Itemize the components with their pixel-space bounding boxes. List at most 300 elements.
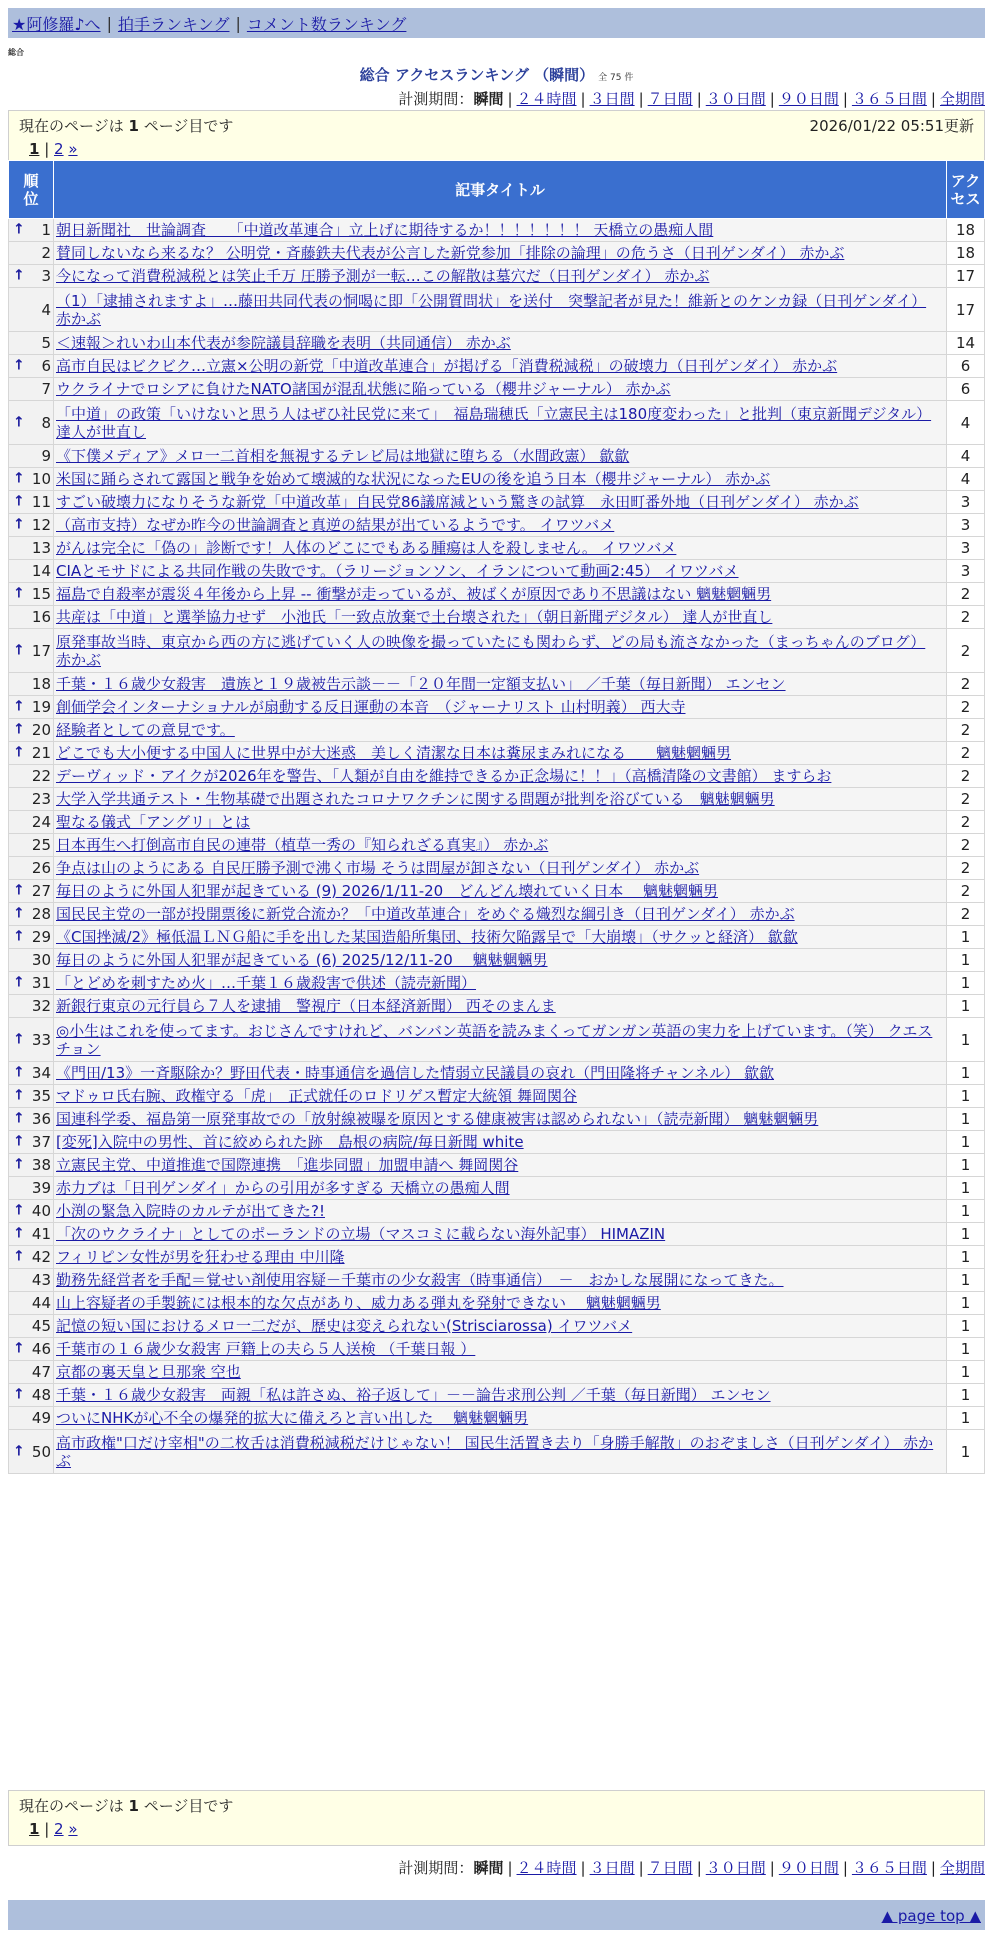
current-page-text [19, 115, 233, 136]
article-link[interactable]: デーヴィッド・アイクが2026年を警告、「人類が自由を維持できるか正念場に！！」（高橋清隆の文書館） ますらお [56, 767, 832, 785]
access-count: 1 [947, 1085, 985, 1108]
table-row [9, 1407, 985, 1430]
title-cell [54, 401, 947, 445]
article-link[interactable]: 朝日新聞社 世論調査 「中道改革連合」立上げに期待するか！！！！！！！ 天橋立の愚痴人間 [56, 221, 714, 239]
rank-number: 48 [31, 1386, 51, 1404]
article-link[interactable]: がんは完全に「偽の」診断です！人体のどこにでもある腫瘍は人を殺しません。 イワツバメ [56, 539, 677, 557]
access-count: 1 [947, 1018, 985, 1062]
period-link-2[interactable]: ７日間 [647, 1859, 693, 1877]
access-count: 18 [947, 219, 985, 242]
access-count: 2 [947, 719, 985, 742]
pager-bottom [8, 1790, 985, 1846]
nav-separator: | [235, 13, 241, 33]
access-count: 3 [947, 491, 985, 514]
rank-cell [9, 696, 54, 719]
access-count: 18 [947, 242, 985, 265]
clap-ranking-link[interactable]: 拍手ランキング [117, 14, 230, 34]
table-row [9, 332, 985, 355]
period-link-5[interactable]: ３６５日間 [851, 90, 927, 108]
table-row [9, 1223, 985, 1246]
rank-cell [9, 949, 54, 972]
rank-cell [9, 1108, 54, 1131]
title-cell [54, 811, 947, 834]
title-cell [54, 332, 947, 355]
rank-cell [9, 857, 54, 880]
table-row [9, 719, 985, 742]
rank-cell [9, 1177, 54, 1200]
rank-cell [9, 560, 54, 583]
page-top-link[interactable]: ▲ page top ▲ [881, 1907, 981, 1925]
rank-cell [9, 288, 54, 332]
access-count: 1 [947, 1062, 985, 1085]
article-link[interactable]: CIAとモサドによる共同作戦の失敗です。（ラリージョンソン、イランについて動画2:45） イワツバメ [56, 562, 739, 580]
article-link[interactable]: 京都の裏天皇と旦那衆 空也 [56, 1363, 241, 1381]
title-cell [54, 742, 947, 765]
table-row [9, 673, 985, 696]
article-link[interactable]: 経験者としての意見です。 [56, 721, 235, 739]
up-arrow-icon: ↑ [13, 1340, 25, 1357]
period-separator: | [842, 90, 848, 108]
rank-cell [9, 242, 54, 265]
table-row [9, 995, 985, 1018]
access-count: 1 [947, 995, 985, 1018]
title-cell [54, 1223, 947, 1246]
title-cell [54, 1062, 947, 1085]
table-row [9, 1200, 985, 1223]
title-cell [54, 445, 947, 468]
period-link-6[interactable]: 全期間 [939, 90, 985, 108]
table-row [9, 834, 985, 857]
period-separator: | [769, 90, 775, 108]
rank-number: 27 [31, 882, 51, 900]
article-link[interactable]: 国連科学委、福島第一原発事故での「放射線被曝を原因とする健康被害は認められない」（読売新聞） 魑魅魍魎男 [56, 1110, 819, 1128]
page-link-2[interactable]: 2 [54, 140, 64, 158]
up-arrow-icon: ↑ [13, 470, 25, 487]
title-cell [54, 629, 947, 673]
category-tag: 総合 [8, 48, 24, 57]
rank-cell [9, 1407, 54, 1430]
period-link-0[interactable]: ２４時間 [516, 1859, 577, 1877]
rank-number: 47 [31, 1363, 51, 1381]
page-separator: | [39, 140, 55, 158]
access-count: 2 [947, 880, 985, 903]
rank-number: 24 [31, 813, 51, 831]
up-arrow-icon: ↑ [13, 698, 25, 715]
rank-cell [9, 1154, 54, 1177]
title-cell [54, 1177, 947, 1200]
access-count: 2 [947, 696, 985, 719]
title-cell [54, 834, 947, 857]
title-cell [54, 719, 947, 742]
title-cell [54, 972, 947, 995]
period-link-5[interactable]: ３６５日間 [851, 1859, 927, 1877]
rank-cell [9, 788, 54, 811]
rank-cell [9, 742, 54, 765]
title-cell [54, 537, 947, 560]
up-arrow-icon: ↑ [13, 1031, 25, 1048]
article-link[interactable]: 立憲民主党、中道推進で国際連携 「進歩同盟」加盟申請へ 舞岡関谷 [56, 1156, 519, 1174]
title-cell [54, 995, 947, 1018]
period-separator: | [507, 90, 513, 108]
title-cell [54, 673, 947, 696]
rank-number: 41 [31, 1225, 51, 1243]
table-row [9, 1085, 985, 1108]
top-nav-bar [8, 8, 985, 38]
article-link[interactable]: 「中道」の政策「いけないと思う人はぜひ社民党に来て」 福島瑞穂氏「立憲民主は180度変わった」と批判（東京新聞デジタル） 達人が世直し [56, 404, 932, 441]
table-row [9, 949, 985, 972]
article-link[interactable]: 毎日のように外国人犯罪が起きている (9) 2026/1/11-20 どんどん壊れていく日本 魑魅魍魎男 [56, 882, 718, 900]
rank-cell [9, 1062, 54, 1085]
access-count: 1 [947, 1430, 985, 1474]
title-cell [54, 788, 947, 811]
rank-number: 26 [31, 859, 51, 877]
article-link[interactable]: どこでも大小便する中国人に世界中が大迷惑 美しく清潔な日本は糞尿まみれになる 魑魅魍魎男 [56, 744, 732, 762]
pager-info-row [19, 115, 974, 136]
rank-number: 38 [31, 1156, 51, 1174]
article-link[interactable]: 米国に踊らされて露国と戦争を始めて壊滅的な状況になったEUの後を追う日本（櫻井ジャーナル） 赤かぶ [56, 470, 771, 488]
table-row [9, 242, 985, 265]
rank-number: 3 [41, 267, 51, 285]
table-row [9, 378, 985, 401]
table-row [9, 1430, 985, 1474]
title-cell [54, 765, 947, 788]
table-row [9, 560, 985, 583]
up-arrow-icon: ↑ [13, 1133, 25, 1150]
article-link[interactable]: 福島で自殺率が震災４年後から上昇 -- 衝撃が走っているが、被ばくが原因であり不思議はない 魑魅魍魎男 [56, 585, 772, 603]
title-cell [54, 696, 947, 719]
table-row [9, 1108, 985, 1131]
article-link[interactable]: 記憶の短い国におけるメロ一二だが、歴史は変えられない(Strisciarossa) イワツバメ [56, 1317, 633, 1335]
rank-number: 16 [31, 608, 51, 626]
rank-number: 35 [31, 1087, 51, 1105]
rank-cell [9, 1269, 54, 1292]
access-count: 2 [947, 583, 985, 606]
access-count: 2 [947, 857, 985, 880]
period-separator: | [696, 1859, 702, 1877]
up-arrow-icon: ↑ [13, 974, 25, 991]
rank-number: 22 [31, 767, 51, 785]
title-cell [54, 583, 947, 606]
next-page-link[interactable]: » [68, 140, 78, 158]
access-count: 2 [947, 673, 985, 696]
rank-cell [9, 1338, 54, 1361]
current-page-prefix: 現在のページは [19, 1797, 129, 1815]
table-row [9, 1246, 985, 1269]
article-link[interactable]: 日本再生へ打倒高市自民の連帯（植草一秀の『知られざる真実』） 赤かぶ [56, 836, 549, 854]
rank-number: 32 [31, 997, 51, 1015]
page-link-current: 1 [29, 140, 40, 158]
title-cell [54, 903, 947, 926]
period-link-1[interactable]: ３日間 [589, 90, 635, 108]
title-cell [54, 1292, 947, 1315]
title-cell [54, 1315, 947, 1338]
up-arrow-icon: ↑ [13, 642, 25, 659]
access-count: 17 [947, 288, 985, 332]
article-link[interactable]: 赤力ブは「日刊ゲンダイ」からの引用が多すぎる 天橋立の愚痴人間 [56, 1179, 510, 1197]
title-cell [54, 1131, 947, 1154]
article-link[interactable]: ついにNHKが心不全の爆発的拡大に備えろと言い出した 魑魅魍魎男 [56, 1409, 529, 1427]
access-count: 2 [947, 903, 985, 926]
title-cell [54, 265, 947, 288]
access-count: 6 [947, 378, 985, 401]
article-link[interactable]: 大学入学共通テスト・生物基礎で出題されたコロナワクチンに関する問題が批判を浴びている 魑魅魍魎男 [56, 790, 775, 808]
up-arrow-icon: ↑ [13, 585, 25, 602]
rank-cell [9, 1292, 54, 1315]
title-cell [54, 1361, 947, 1384]
article-link[interactable]: 「次のウクライナ」としてのポーランドの立場（マスコミに載らない海外記事） HIMAZIN [56, 1225, 666, 1243]
access-count: 1 [947, 972, 985, 995]
rank-number: 36 [31, 1110, 51, 1128]
up-arrow-icon: ↑ [13, 744, 25, 761]
rank-cell [9, 606, 54, 629]
article-link[interactable]: 聖なる儀式「アングリ」とは [56, 813, 251, 831]
title-cell [54, 1407, 947, 1430]
rank-cell [9, 1085, 54, 1108]
table-header-row [9, 161, 985, 219]
article-link[interactable]: 千葉・１６歳少女殺害 両親「私は許さぬ、裕子返して」－－論告求刑公判 ／千葉（毎日新聞） エンセン [56, 1386, 771, 1404]
article-link[interactable]: （高市支持）なぜか昨今の世論調査と真逆の結果が出ているようです。 イワツバメ [56, 516, 615, 534]
rank-number: 40 [31, 1202, 51, 1220]
period-link-2[interactable]: ７日間 [647, 90, 693, 108]
article-link[interactable]: 共産は「中道」と選挙協力せず 小池氏「一致点放棄で土台壊された」（朝日新聞デジタル） 達人が世直し [56, 608, 773, 626]
period-label: 計測期間： [398, 1859, 474, 1877]
rank-cell [9, 1246, 54, 1269]
title-cell [54, 857, 947, 880]
table-row [9, 1177, 985, 1200]
up-arrow-icon: ↑ [13, 905, 25, 922]
updated-timestamp: 2026/01/22 05:51更新 [809, 117, 974, 135]
table-row [9, 491, 985, 514]
article-link[interactable]: 新銀行東京の元行員ら７人を逮捕 警視庁（日本経済新聞） 西そのまんま [56, 997, 556, 1015]
table-row [9, 265, 985, 288]
current-page-text [19, 1795, 233, 1816]
rank-cell [9, 583, 54, 606]
article-link[interactable]: 《門田/13》一斉駆除か？野田代表・時事通信を過信した情弱立民議員の哀れ（門田隆将チャンネル） 歙歙 [56, 1064, 775, 1082]
period-link-3[interactable]: ３０日間 [705, 1859, 766, 1877]
access-count: 17 [947, 265, 985, 288]
table-row [9, 537, 985, 560]
table-row [9, 926, 985, 949]
access-count: 14 [947, 332, 985, 355]
article-link[interactable]: 勤務先経営者を手配＝覚せい剤使用容疑－千葉市の少女殺害（時事通信） － おかしな展開になってきた。 [56, 1271, 784, 1289]
article-link[interactable]: 高市政権"口だけ宰相"の二枚舌は消費税減税だけじゃない！ 国民生活置き去り「身勝手解散」のおぞましさ（日刊ゲンダイ） 赤かぶ [56, 1433, 934, 1470]
table-row [9, 583, 985, 606]
access-count: 1 [947, 1269, 985, 1292]
pager-info-row [19, 1795, 974, 1816]
access-count: 2 [947, 606, 985, 629]
up-arrow-icon: ↑ [13, 357, 25, 374]
rank-cell [9, 401, 54, 445]
period-separator: | [580, 90, 586, 108]
period-current: 瞬間 [473, 1859, 504, 1877]
article-link[interactable]: 国民民主党の一部が投開票後に新党合流か？「中道改革連合」をめぐる熾烈な綱引き（日刊ゲンダイ） 赤かぶ [56, 905, 795, 923]
rank-cell [9, 903, 54, 926]
rank-cell [9, 219, 54, 242]
period-separator: | [930, 1859, 936, 1877]
current-page-suffix: ページ目です [138, 117, 234, 135]
rank-number: 28 [31, 905, 51, 923]
article-link[interactable]: 争点は山のようにある 自民圧勝予測で沸く市場 そうは問屋が卸さない（日刊ゲンダイ） 赤かぶ [56, 859, 700, 877]
title-cell [54, 1154, 947, 1177]
title-cell [54, 926, 947, 949]
article-link[interactable]: 「とどめを刺すため火」…千葉１６歳殺害で供述（読売新聞） [56, 974, 477, 992]
access-count: 1 [947, 1361, 985, 1384]
rank-cell [9, 514, 54, 537]
title-cell [54, 1108, 947, 1131]
up-arrow-icon: ↑ [13, 1202, 25, 1219]
access-count: 4 [947, 401, 985, 445]
table-row [9, 1131, 985, 1154]
period-separator: | [696, 90, 702, 108]
article-link[interactable]: 千葉・１６歳少女殺害 遺族と１９歳被告示談－－「２０年間一定額支払い」 ／千葉（毎日新聞） エンセン [56, 675, 786, 693]
bottom-bar [8, 1900, 985, 1930]
title-cell [54, 378, 947, 401]
access-count: 1 [947, 1315, 985, 1338]
table-row [9, 1361, 985, 1384]
article-link[interactable]: 高市自民はビクビク…立憲×公明の新党「中道改革連合」が掲げる「消費税減税」の破壊力（日刊ゲンダイ） 赤かぶ [56, 357, 838, 375]
up-arrow-icon: ↑ [13, 1443, 25, 1460]
article-link[interactable]: 創価学会インターナショナルが扇動する反日運動の本音 （ジャーナリスト 山村明義） 西大寺 [56, 698, 686, 716]
current-page-suffix: ページ目です [138, 1797, 234, 1815]
period-link-4[interactable]: ９０日間 [778, 90, 839, 108]
rank-cell [9, 1131, 54, 1154]
up-arrow-icon: ↑ [13, 721, 25, 738]
title-cell [54, 1246, 947, 1269]
rank-number: 13 [31, 539, 51, 557]
rank-cell [9, 719, 54, 742]
page-links [19, 1820, 974, 1838]
next-page-link[interactable]: » [68, 1820, 78, 1838]
rank-number: 12 [31, 516, 51, 534]
access-count: 1 [947, 949, 985, 972]
table-row [9, 288, 985, 332]
rank-number: 20 [31, 721, 51, 739]
table-row [9, 903, 985, 926]
access-count: 2 [947, 788, 985, 811]
access-count: 1 [947, 1338, 985, 1361]
rank-cell [9, 673, 54, 696]
rank-number: 42 [31, 1248, 51, 1266]
rank-number: 5 [41, 334, 51, 352]
up-arrow-icon: ↑ [13, 1110, 25, 1127]
article-link[interactable]: [変死]入院中の男性、首に絞められた跡 島根の病院/毎日新聞 white [56, 1133, 524, 1151]
up-arrow-icon: ↑ [13, 267, 25, 284]
rank-cell [9, 1223, 54, 1246]
total-count: 全 75 件 [598, 73, 634, 83]
rank-cell [9, 1361, 54, 1384]
article-link[interactable]: 山上容疑者の手製銃には根本的な欠点があり、威力ある弾丸を発射できない 魑魅魍魎男 [56, 1294, 661, 1312]
up-arrow-icon: ↑ [13, 221, 25, 238]
comment-ranking-link[interactable]: コメント数ランキング [246, 14, 407, 34]
table-row [9, 1338, 985, 1361]
rank-number: 29 [31, 928, 51, 946]
col-header-rank: 順位 [9, 161, 54, 219]
article-link[interactable]: 今になって消費税減税とは笑止千万 圧勝予測が一転…この解散は墓穴だ（日刊ゲンダイ） 赤かぶ [56, 267, 710, 285]
rank-number: 1 [41, 221, 51, 239]
article-link[interactable]: ◎小生はこれを使ってます。おじさんですけれど、バンバン英語を読みまくってガンガン英語の実力を上げています。（笑） クエスチョン [56, 1021, 933, 1058]
period-link-6[interactable]: 全期間 [939, 1859, 985, 1877]
table-row [9, 857, 985, 880]
up-arrow-icon: ↑ [13, 1064, 25, 1081]
article-link[interactable]: 《下僕メディア》メロ一二首相を無視するテレビ局は地獄に堕ちる（水間政憲） 歙歙 [56, 447, 630, 465]
rank-cell [9, 1200, 54, 1223]
table-row [9, 514, 985, 537]
article-link[interactable]: （1）「逮捕されますよ」…藤田共同代表の恫喝に即「公開質問状」を送付 突撃記者が見た！維新とのケンカ録（日刊ゲンダイ） 赤かぶ [56, 291, 927, 328]
access-count: 1 [947, 1200, 985, 1223]
access-count: 1 [947, 1384, 985, 1407]
article-link[interactable]: 千葉市の１６歳少女殺害 戸籍上の夫ら５人送検 （千葉日報 ） [56, 1340, 476, 1358]
title-cell [54, 288, 947, 332]
up-arrow-icon: ↑ [13, 1248, 25, 1265]
table-row [9, 1062, 985, 1085]
rank-number: 2 [41, 244, 51, 262]
nav-separator: | [106, 13, 112, 33]
period-separator: | [769, 1859, 775, 1877]
rank-cell [9, 491, 54, 514]
article-link[interactable]: マドゥロ氏右腕、政権守る「虎」 正式就任のロドリゲス暫定大統領 舞岡関谷 [56, 1087, 577, 1105]
rank-cell [9, 834, 54, 857]
period-current: 瞬間 [473, 90, 504, 108]
title-cell [54, 880, 947, 903]
period-link-4[interactable]: ９０日間 [778, 1859, 839, 1877]
table-row [9, 1154, 985, 1177]
table-row [9, 788, 985, 811]
rank-cell [9, 468, 54, 491]
table-row [9, 1384, 985, 1407]
rank-cell [9, 765, 54, 788]
period-link-1[interactable]: ３日間 [589, 1859, 635, 1877]
rank-number: 49 [31, 1409, 51, 1427]
period-separator: | [638, 90, 644, 108]
access-count: 4 [947, 468, 985, 491]
article-link[interactable]: 賛同しないなら来るな？ 公明党・斉藤鉄夫代表が公言した新党参加「排除の論理」の危うさ（日刊ゲンダイ） 赤かぶ [56, 244, 845, 262]
access-count: 2 [947, 811, 985, 834]
access-count: 1 [947, 1108, 985, 1131]
table-row [9, 629, 985, 673]
article-link[interactable]: ＜速報＞れいわ山本代表が参院議員辞職を表明（共同通信） 赤かぶ [56, 334, 511, 352]
article-link[interactable]: 小渕の緊急入院時のカルテが出てきた?! [56, 1202, 325, 1220]
up-arrow-icon: ↑ [13, 1386, 25, 1403]
access-count: 1 [947, 1223, 985, 1246]
access-count: 2 [947, 834, 985, 857]
rank-number: 45 [31, 1317, 51, 1335]
article-link[interactable]: 毎日のように外国人犯罪が起きている (6) 2025/12/11-20 魑魅魍魎男 [56, 951, 548, 969]
rank-number: 21 [31, 744, 51, 762]
home-link[interactable]: ★阿修羅♪へ [12, 14, 101, 34]
article-link[interactable]: フィリピン女性が男を狂わせる理由 中川隆 [56, 1248, 345, 1266]
article-link[interactable]: 《C国挫滅/2》極低温ＬＮＧ船に手を出した某国造船所集団、技術欠陥露呈で「大崩壊」（サクッと経済） 歙歙 [56, 928, 798, 946]
article-link[interactable]: 原発事故当時、東京から西の方に逃げていく人の映像を撮っていたにも関わらず、どの局も流さなかった（まっちゃんのブログ） 赤かぶ [56, 632, 926, 669]
rank-number: 50 [31, 1442, 51, 1461]
period-label: 計測期間： [398, 90, 474, 108]
article-link[interactable]: ウクライナでロシアに負けたNATO諸国が混乱状態に陥っている（櫻井ジャーナル） 赤かぶ [56, 380, 671, 398]
title-cell [54, 491, 947, 514]
article-link[interactable]: すごい破壊力になりそうな新党「中道改革」自民党86議席減という驚きの試算 永田町番外地（日刊ゲンダイ） 赤かぶ [56, 493, 859, 511]
access-count: 3 [947, 560, 985, 583]
table-row [9, 742, 985, 765]
title-cell [54, 1200, 947, 1223]
period-link-3[interactable]: ３０日間 [705, 90, 766, 108]
rank-number: 6 [41, 357, 51, 375]
title-cell [54, 468, 947, 491]
access-count: 6 [947, 355, 985, 378]
page-link-2[interactable]: 2 [54, 1820, 64, 1838]
rank-number: 46 [31, 1340, 51, 1358]
rank-number: 31 [31, 974, 51, 992]
rank-number: 7 [41, 380, 51, 398]
page-title [0, 64, 993, 85]
period-link-0[interactable]: ２４時間 [516, 90, 577, 108]
